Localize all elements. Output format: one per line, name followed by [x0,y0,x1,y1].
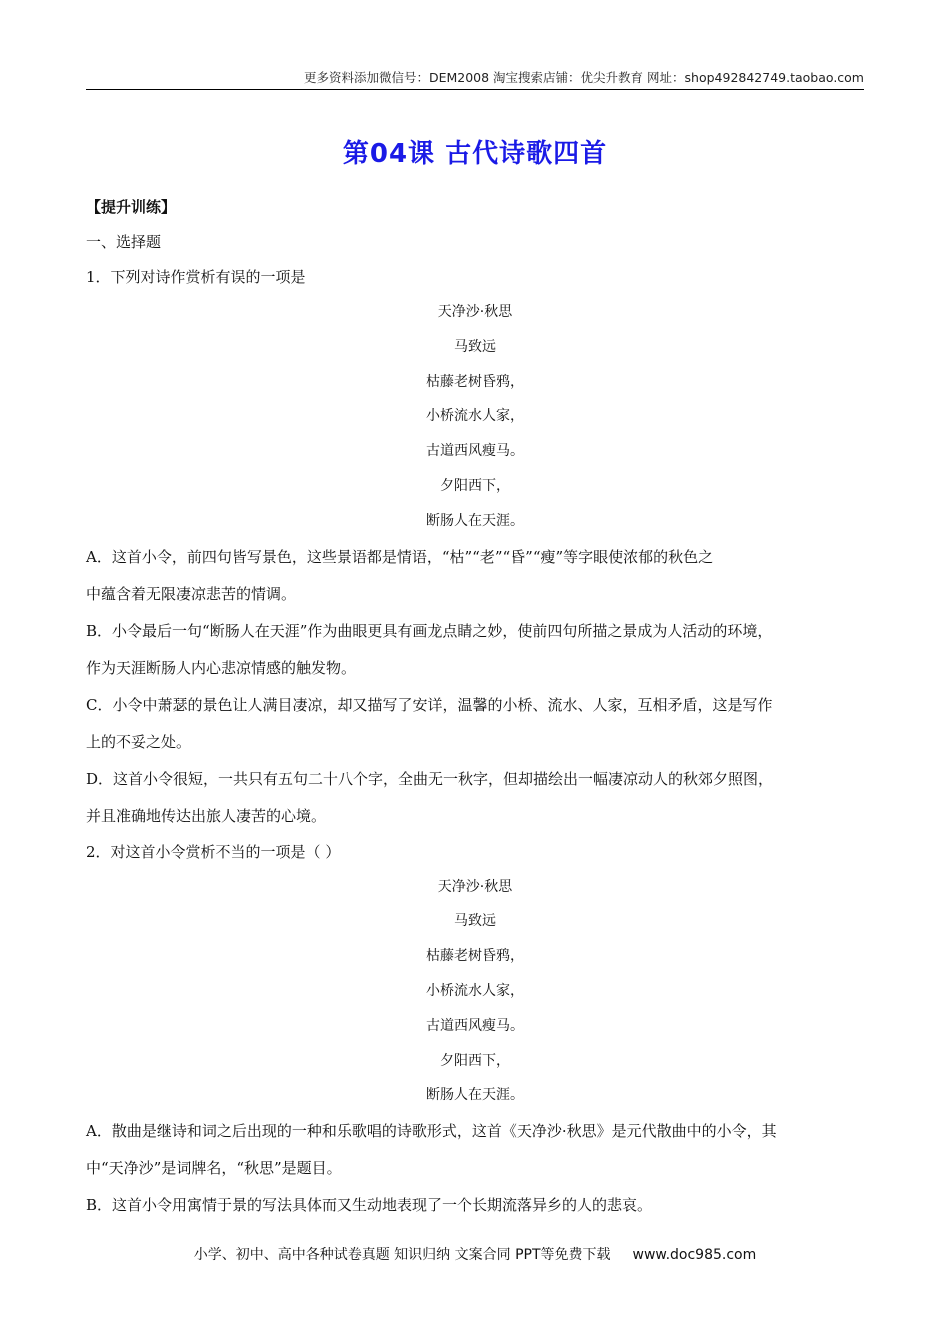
poem-line: 枯藤老树昏鸦， [426,373,524,390]
option-b-line: B．小令最后一句“断肠人在天涯”作为曲眼更具有画龙点睛之妙，使前四句所描之景成为人活动的环境， [86,621,773,640]
poem-line: 夕阳西下， [440,1052,510,1069]
poem-line: 断肠人在天涯。 [426,512,524,529]
footer-text: 小学、初中、高中各种试卷真题 知识归纳 文案合同 PPT等免费下载 [193,1247,611,1263]
question-1-poem [86,295,864,539]
poem-author: 马致远 [454,338,496,355]
poem-title: 天净沙·秋思 [437,878,513,895]
poem-line: 古道西风瘦马。 [426,1017,524,1034]
footer-url: www.doc985.com [632,1247,757,1263]
option-c-line: 上的不妥之处。 [86,732,192,751]
poem-line: 断肠人在天涯。 [426,1087,524,1104]
page-title: 第04课 古代诗歌四首 [342,139,608,169]
option-d-line: D．这首小令很短，一共只有五句二十八个字，全曲无一秋字，但却描绘出一幅凄凉动人的秋郊夕照图， [86,769,774,788]
poem-line: 古道西风瘦马。 [426,443,524,460]
question-2-stem: 2．对这首小令赏析不当的一项是（ ） [86,842,341,861]
poem-title: 天净沙·秋思 [437,304,513,320]
document-body [86,190,864,1224]
poem-line: 枯藤老树昏鸦， [426,948,524,965]
option-a-line: A．这首小令，前四句皆写景色，这些景语都是情语，“枯”“老”“昏”“瘦”等字眼使浓郁的秋色之 [86,547,714,566]
question-1-options [86,539,864,835]
option-c-line: C．小令中萧瑟的景色让人满目凄凉，却又描写了安详，温馨的小桥、流水、人家，互相矛盾，这是写作 [86,695,773,714]
option-a-line: A．散曲是继诗和词之后出现的一种和乐歌唱的诗歌形式，这首《天净沙·秋思》是元代散曲中的小令，其 [86,1122,777,1141]
section-label: 【提升训练】 [86,198,177,216]
question-2-options [86,1113,864,1224]
question-1-stem: 1．下列对诗作赏析有误的一项是 [86,268,306,286]
poem-line: 小桥流水人家， [426,408,524,425]
option-d-line: 并且准确地传达出旅人凄苦的心境。 [86,806,327,825]
page-header-text: 更多资料添加微信号：DEM2008 淘宝搜索店铺：优尖升教育 网址：shop492842749.taobao.com [303,70,864,85]
page-footer [0,1244,950,1264]
question-2-poem [86,870,864,1114]
option-b-line: B．这首小令用寓情于景的写法具体而又生动地表现了一个长期流落异乡的人的悲哀。 [86,1196,653,1215]
header-divider [86,89,864,90]
poem-line: 小桥流水人家， [426,982,524,999]
poem-author: 马致远 [454,913,496,930]
section-heading: 一、选择题 [86,233,162,251]
option-a-line: 中蕴含着无限凄凉悲苦的情调。 [86,584,297,603]
option-a-line: 中“天净沙”是词牌名，“秋思”是题目。 [86,1159,342,1178]
poem-line: 夕阳西下， [440,477,510,494]
option-b-line: 作为天涯断肠人内心悲凉情感的触发物。 [86,658,357,677]
